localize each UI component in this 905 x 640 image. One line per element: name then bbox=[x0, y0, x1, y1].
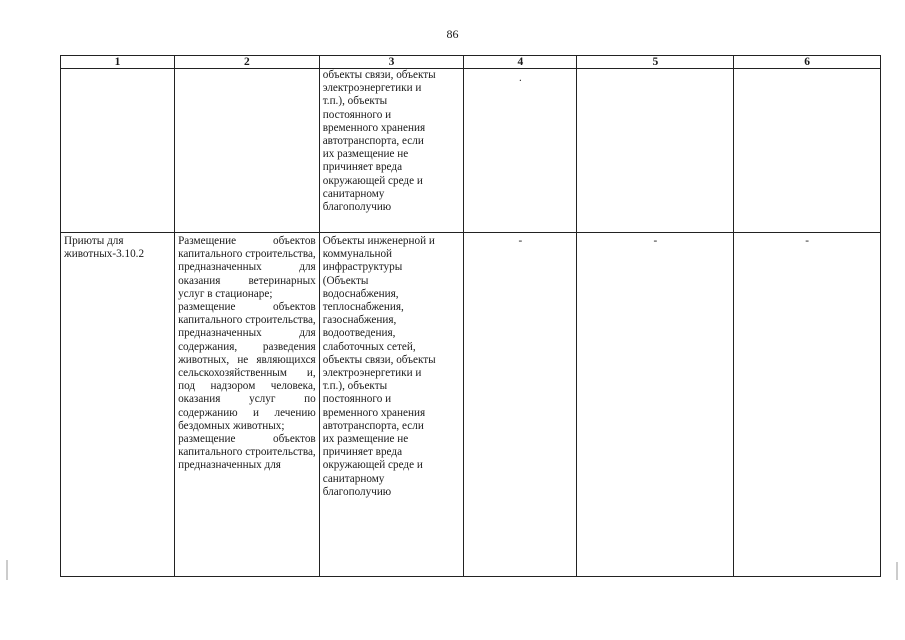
cell-col4 bbox=[464, 233, 577, 577]
cell-text: объекты связи, объекты электроэнергетики и т.п.), объекты постоянного и временного хранения автотранспорта, если их размещение не причиняет вреда окружающей среде и санитарному благополучию bbox=[322, 69, 436, 214]
cell-auxiliary-objects bbox=[319, 233, 464, 577]
header-col-6: 6 bbox=[734, 56, 881, 69]
cell-continuation-col2 bbox=[175, 69, 320, 233]
scan-margin-mark-left bbox=[6, 560, 8, 580]
land-use-name: Приюты для животных-3.10.2 bbox=[64, 235, 145, 261]
cell-land-use-description bbox=[175, 233, 320, 577]
dash-text: - bbox=[653, 235, 658, 247]
cell-continuation-col3 bbox=[319, 69, 464, 233]
header-col-1: 1 bbox=[61, 56, 175, 69]
header-col-3: 3 bbox=[319, 56, 464, 69]
cell-continuation-col6 bbox=[734, 69, 881, 233]
scan-margin-mark-right bbox=[896, 562, 898, 580]
header-col-5: 5 bbox=[577, 56, 734, 69]
auxiliary-objects: Объекты инженерной и коммунальной инфраструктуры (Объекты водоснабжения, теплоснабжения, газоснабжения, водоотведения, слаботочных сетей, объекты связи, объекты электроэнергетики и т.п.), объекты постоянного и временного хранения автотранспорта, если их размещение не причиняет вреда окружающей среде и санитарному благополучию bbox=[322, 235, 436, 498]
regulations-table bbox=[60, 55, 881, 577]
page-number: 86 bbox=[446, 27, 459, 41]
table-row-continuation bbox=[61, 69, 881, 233]
land-use-description: Размещение объектов капитального строительства, предназначенных для оказания ветеринарных услуг в стационаре; размещение объектов капитального строительства, предназначенных для содержания, разведения животных, не являющихся сельскохозяйственным и, под надзором человека, оказания услуг по содержанию и лечению бездомных животных; размещение объектов капитального строительства, предназначенных для bbox=[178, 235, 316, 472]
cell-col5 bbox=[577, 233, 734, 577]
cell-land-use-name bbox=[61, 233, 175, 577]
table-row-shelters bbox=[61, 233, 881, 577]
header-col-4: 4 bbox=[464, 56, 577, 69]
header-row bbox=[61, 56, 881, 69]
cell-continuation-col1 bbox=[61, 69, 175, 233]
dash-text: - bbox=[805, 235, 809, 247]
header-col-2: 2 bbox=[175, 56, 320, 69]
document-sheet bbox=[60, 55, 881, 577]
cell-continuation-col5 bbox=[577, 69, 734, 233]
dash-text: - bbox=[518, 235, 523, 247]
cell-col6 bbox=[734, 233, 881, 577]
cell-text: · bbox=[518, 75, 523, 87]
cell-continuation-col4 bbox=[464, 69, 577, 233]
